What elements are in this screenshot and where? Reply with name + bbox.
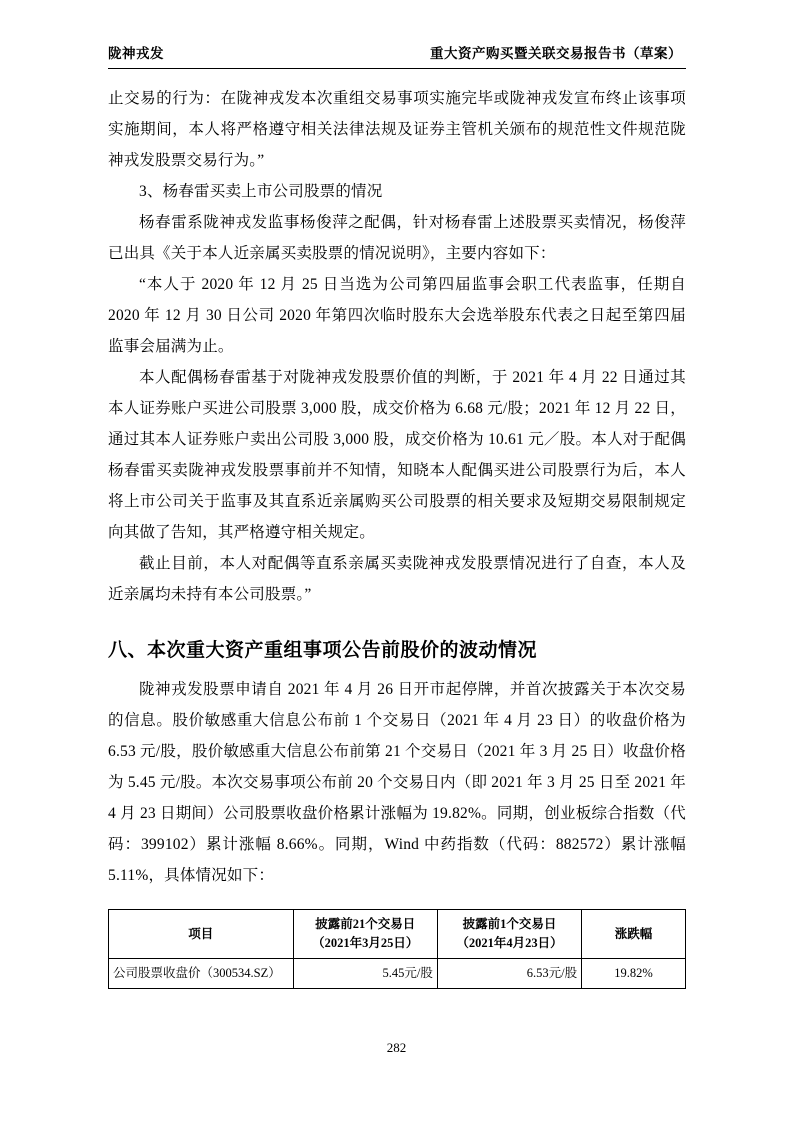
paragraph-subheading-3: 3、杨春雷买卖上市公司股票的情况 bbox=[139, 183, 383, 200]
paragraph-spouse-statement-intro: 杨春雷系陇神戎发监事杨俊萍之配偶，针对杨春雷上述股票买卖情况，杨俊萍已出具《关于本人近亲属买卖股票的情况说明》，主要内容如下： bbox=[108, 214, 686, 262]
table-header-1-day-line1: 披露前1个交易日 bbox=[462, 917, 557, 931]
table-cell-price-1-day: 6.53元/股 bbox=[437, 959, 581, 989]
table-header-21-days-line1: 披露前21个交易日 bbox=[315, 917, 416, 931]
table-cell-change: 19.82% bbox=[582, 959, 686, 989]
page-header bbox=[108, 42, 686, 68]
table-header-1-day bbox=[437, 910, 581, 959]
table-header-row bbox=[109, 910, 686, 959]
page-number: 282 bbox=[386, 1040, 407, 1055]
paragraph-quote-conclusion: 截止目前，本人对配偶等直系亲属买卖陇神戎发股票情况进行了自查，本人及近亲属均未持有本公司股票。” bbox=[108, 555, 686, 603]
header-company-name: 陇神戎发 bbox=[108, 46, 164, 61]
table-row bbox=[109, 959, 686, 989]
table-header-item: 项目 bbox=[109, 910, 294, 959]
price-fluctuation-table bbox=[108, 909, 686, 989]
header-divider bbox=[108, 68, 686, 69]
header-document-title: 重大资产购买暨关联交易报告书（草案） bbox=[430, 46, 682, 61]
table-cell-item: 公司股票收盘价（300534.SZ） bbox=[109, 959, 294, 989]
table-cell-price-21-days: 5.45元/股 bbox=[293, 959, 437, 989]
table-header-21-days-line2: （2021年3月25日） bbox=[312, 936, 419, 950]
paragraph-price-fluctuation: 陇神戎发股票申请自 2021 年 4 月 26 日开市起停牌，并首次披露关于本次交易的信息。股价敏感重大信息公布前 1 个交易日（2021 年 4 月 23 日）的收盘价格为 6.53 元/股，股价敏感重大信息公布前第 21 个交易日（2021 年 3 月 25 日）收盘价格为 5.45 元/股。本次交易事项公布前 20 个交易日内（即 2021 年 3 月 25 日至 2021 年 4 月 23 日期间）公司股票收盘价格累计涨幅为 19.82%。同期，创业板综合指数（代码：399102）累计涨幅 8.66%。同期，Wind 中药指数（代码：882572）累计涨幅 5.11%，具体情况如下： bbox=[108, 681, 686, 884]
table-header-change: 涨跌幅 bbox=[582, 910, 686, 959]
paragraph-quote-appointment: “本人于 2020 年 12 月 25 日当选为公司第四届监事会职工代表监事，任期自 2020 年 12 月 30 日公司 2020 年第四次临时股东大会选举股东代表之日起至第四届监事会届满为止。 bbox=[108, 276, 686, 355]
page-content bbox=[108, 42, 686, 989]
paragraph-continuation: 止交易的行为：在陇神戎发本次重组交易事项实施完毕或陇神戎发宣布终止该事项实施期间，本人将严格遵守相关法律法规及证券主管机关颁布的规范性文件规范陇神戎发股票交易行为。” bbox=[108, 90, 686, 169]
body-text bbox=[108, 83, 686, 989]
section-heading-eight: 八、本次重大资产重组事项公告前股价的波动情况 bbox=[108, 640, 538, 661]
paragraph-quote-trading-detail: 本人配偶杨春雷基于对陇神戎发股票价值的判断，于 2021 年 4 月 22 日通过其本人证券账户买进公司股票 3,000 股，成交价格为 6.68 元/股；2021 年 12 月 22 日，通过其本人证券账户卖出公司股 3,000 股，成交价格为 10.61 元／股。本人对于配偶杨春雷买卖陇神戎发股票事前并不知情，知晓本人配偶买进公司股票行为后，本人将上市公司关于监事及其直系近亲属购买公司股票的相关要求及短期交易限制规定向其做了告知，其严格遵守相关规定。 bbox=[108, 369, 686, 541]
table-header-1-day-line2: （2021年4月23日） bbox=[456, 936, 563, 950]
table-header-21-days bbox=[293, 910, 437, 959]
